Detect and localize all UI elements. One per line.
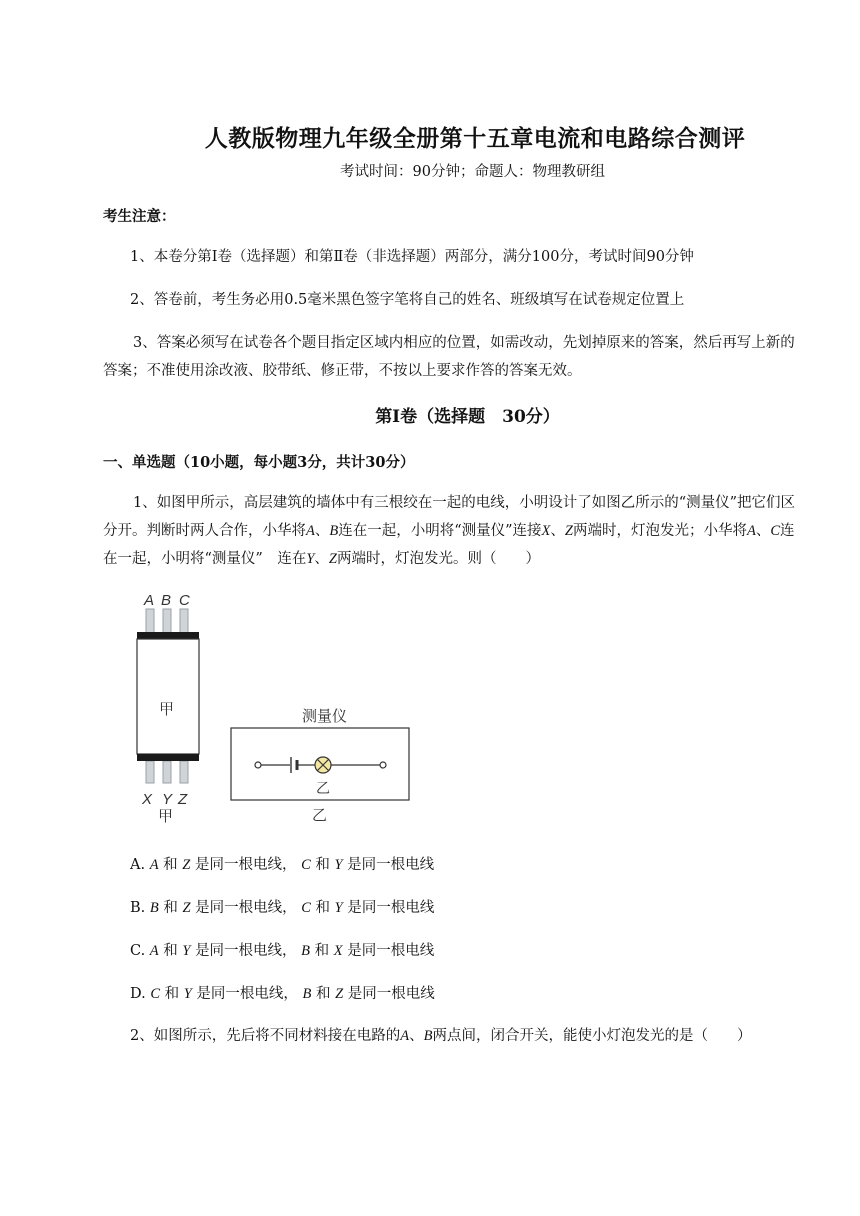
wall-box — [137, 639, 199, 754]
yi-caption: 乙 — [312, 806, 328, 824]
jia-label: 甲 — [159, 700, 175, 718]
top-bar — [137, 632, 199, 639]
notice-item-2: 2、答卷前，考生务必用0.5毫米黑色签字笔将自己的姓名、班级填写在试卷规定位置上 — [130, 292, 685, 308]
exam-info: 考试时间：90分钟；命题人：物理教研组 — [340, 164, 605, 180]
part-heading: 一、单选题（10小题，每小题3分，共计30分） — [103, 454, 415, 471]
question-1-stem: 1、如图甲所示，高层建筑的墙体中有三根绞在一起的电线，小明设计了如图乙所示的“测量仪”把它们区分开。判断时两人合作，小华将A、B连在一起，小明将“测量仪”连接X、Z两端时，灯泡发光；小华将A、C连在一起，小明将“测量仪” 连在Y、Z两端时，灯泡发光。则（ ） — [103, 495, 796, 567]
terminal-right — [380, 762, 386, 768]
notice-heading: 考生注意： — [103, 208, 176, 225]
label-z: Z — [178, 791, 188, 808]
question-2-stem: 2、如图所示，先后将不同材料接在电路的A、B两点间，闭合开关，能使小灯泡发光的是（ ） — [130, 1028, 752, 1044]
page-title: 人教版物理九年级全册第十五章电流和电路综合测评 — [204, 125, 746, 152]
label-a: A — [144, 592, 155, 609]
notice-item-1: 1、本卷分第Ⅰ卷（选择题）和第Ⅱ卷（非选择题）两部分，满分100分，考试时间90分钟 — [130, 249, 694, 265]
yi-inner-label: 乙 — [316, 781, 330, 797]
bottom-bar — [137, 754, 199, 761]
terminal-left — [255, 762, 261, 768]
question-1-figure — [130, 588, 420, 828]
option-a[interactable]: A. A 和 Z 是同一根电线， C 和 Y 是同一根电线 — [130, 857, 435, 873]
label-c: C — [179, 592, 190, 609]
label-b: B — [161, 592, 172, 609]
label-y: Y — [162, 791, 173, 808]
option-c[interactable]: C. A 和 Y 是同一根电线， B 和 X 是同一根电线 — [130, 943, 435, 959]
jia-caption: 甲 — [158, 807, 174, 825]
option-b[interactable]: B. B 和 Z 是同一根电线， C 和 Y 是同一根电线 — [130, 900, 435, 916]
section-title: 第Ⅰ卷（选择题 30分） — [375, 407, 560, 427]
option-d[interactable]: D. C 和 Y 是同一根电线， B 和 Z 是同一根电线 — [130, 986, 435, 1002]
label-x: X — [142, 791, 153, 808]
meter-title: 测量仪 — [302, 707, 348, 725]
notice-item-3: 3、答案必须写在试卷各个题目指定区域内相应的位置，如需改动，先划掉原来的答案，然后再写上新的答案；不准使用涂改液、胶带纸、修正带，不按以上要求作答的答案无效。 — [103, 335, 795, 379]
